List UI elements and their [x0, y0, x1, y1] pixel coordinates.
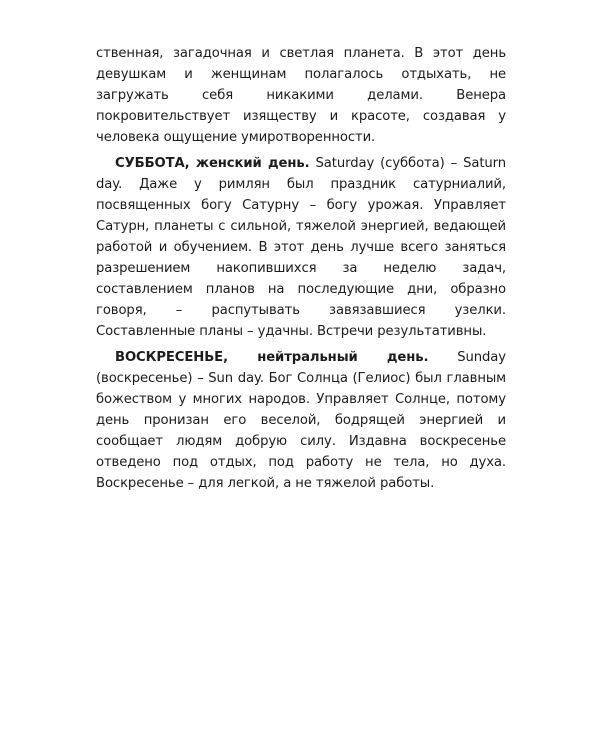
page-text — [96, 43, 506, 494]
paragraph-saturday — [96, 153, 506, 342]
paragraph-body: Sunday (воскресенье) – Sun day. Бог Солнца (Гелиос) был главным божеством у многих народов. Управляет Солнце, потому день пронизан его веселой, бодрящей энергией и сообщает людям добрую силу. Издавна воскресенье отведено под отдых, под работу не тела, но духа. Воскресенье – для легкой, а не тяжелой работы. — [96, 350, 506, 491]
paragraph-venus-continuation — [96, 43, 506, 148]
sunday-heading: ВОСКРЕСЕНЬЕ, нейтральный день. — [115, 350, 429, 365]
paragraph-body: Saturday (суббота) – Saturn day. Даже у римлян был праздник сатурниалий, посвященных богу Сатурну – богу урожая. Управляет Сатурн, планеты с сильной, тяжелой энергией, ведающей работой и обучением. В этот день лучше всего заняться разрешением накопившихся за неделю задач, составлением планов на последующие дни, образно говоря, – распутывать завязавшиеся узелки. Составленные планы – удачны. Встречи результативны. — [96, 156, 506, 339]
saturday-heading: СУББОТА, женский день. — [115, 156, 310, 171]
paragraph-sunday — [96, 347, 506, 494]
paragraph-body: ственная, загадочная и светлая планета. В этот день девушкам и женщинам полагалось отдыхать, не загружать себя никакими делами. Венера покровительствует изяществу и красоте, создавая у человека ощущение умиротворенности. — [96, 46, 506, 145]
